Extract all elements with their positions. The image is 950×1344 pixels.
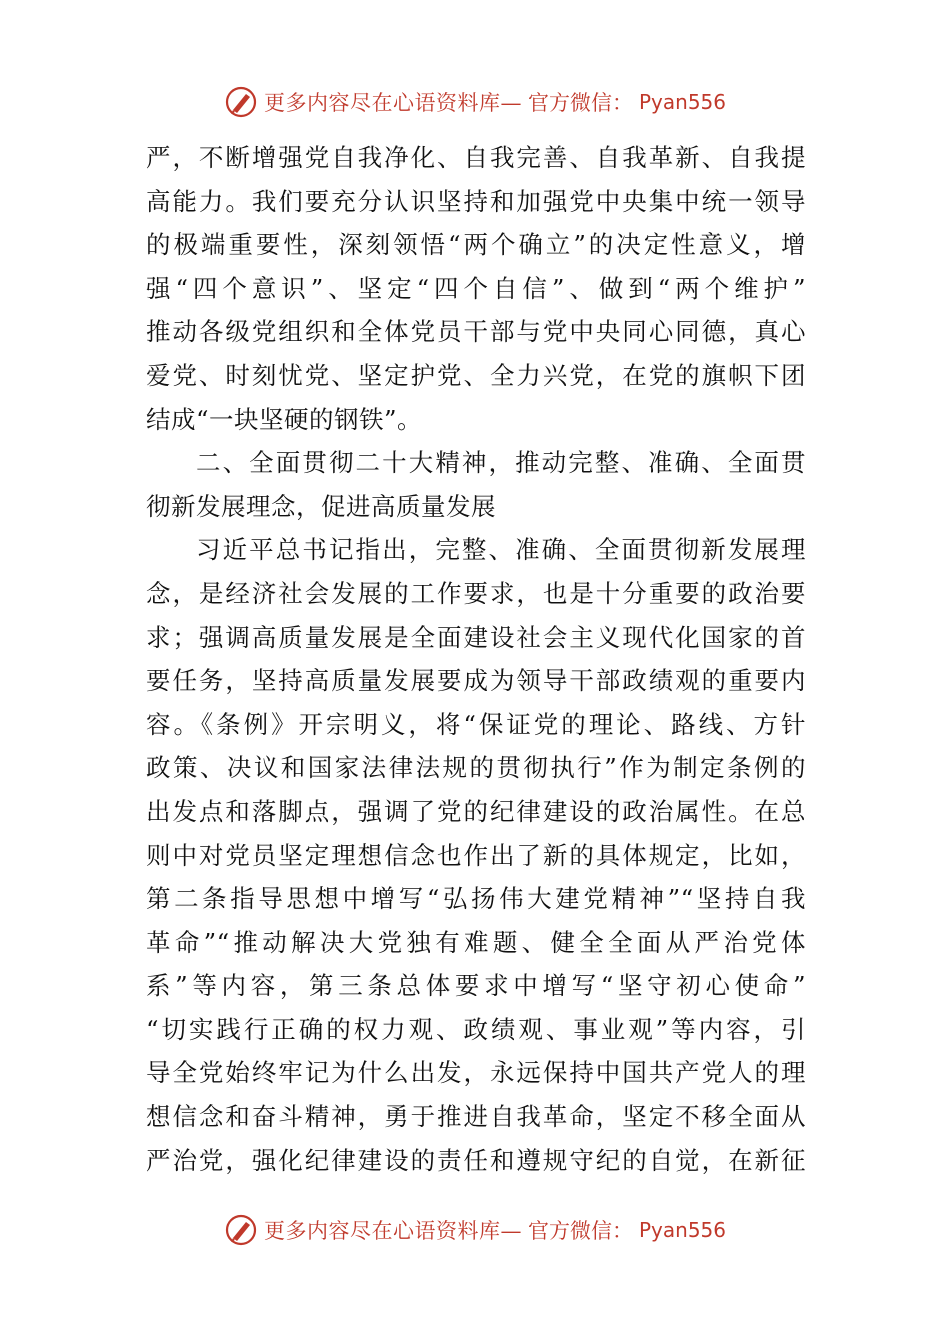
text-line: 系”等内容，第三条总体要求中增写“坚守初心使命” <box>146 971 806 1001</box>
pen-logo-icon <box>224 85 258 119</box>
watermark-contact-id: Pyan556 <box>638 90 726 114</box>
text-line: 彻新发展理念，促进高质量发展 <box>146 491 496 521</box>
header-watermark <box>0 82 950 122</box>
text-line: “切实践行正确的权力观、政绩观、事业观”等内容，引 <box>146 1014 806 1044</box>
document-body <box>146 136 806 1182</box>
watermark-text: 更多内容尽在心语资料库— <box>263 91 522 115</box>
text-line: 政策、决议和国家法律法规的贯彻执行”作为制定条例的 <box>146 753 806 783</box>
text-line: 推动各级党组织和全体党员干部与党中央同心同德，真心 <box>146 317 806 347</box>
text-line: 第二条指导思想中增写“弘扬伟大建党精神”“坚持自我 <box>146 884 806 914</box>
text-line: 强“四个意识”、坚定“四个自信”、做到“两个维护” <box>146 273 806 303</box>
text-line: 革命”“推动解决大党独有难题、健全全面从严治党体 <box>146 927 806 957</box>
text-line: 要任务，坚持高质量发展要成为领导干部政绩观的重要内 <box>146 666 806 696</box>
text-line: 严，不断增强党自我净化、自我完善、自我革新、自我提 <box>146 143 806 172</box>
text-line: 爱党、时刻忧党、坚定护党、全力兴党，在党的旗帜下团 <box>146 360 806 390</box>
pen-logo-icon <box>224 1213 258 1247</box>
text-line: 二、全面贯彻二十大精神，推动完整、准确、全面贯 <box>196 448 806 478</box>
text-line: 想信念和奋斗精神，勇于推进自我革命，坚定不移全面从 <box>146 1102 806 1132</box>
text-line: 则中对党员坚定理想信念也作出了新的具体规定，比如， <box>146 840 806 870</box>
watermark-text: 更多内容尽在心语资料库— <box>263 1219 522 1243</box>
text-line: 容。《条例》开宗明义，将“保证党的理论、路线、方针 <box>146 709 806 739</box>
text-line: 出发点和落脚点，强调了党的纪律建设的政治属性。在总 <box>146 796 806 826</box>
text-line: 的极端重要性，深刻领悟“两个确立”的决定性意义，增 <box>146 230 806 260</box>
watermark-contact-label: 官方微信： <box>527 91 633 115</box>
footer-watermark <box>0 1210 950 1250</box>
text-line: 念，是经济社会发展的工作要求，也是十分重要的政治要 <box>146 578 806 608</box>
watermark-contact-id: Pyan556 <box>638 1218 726 1242</box>
watermark-contact-label: 官方微信： <box>527 1219 633 1243</box>
text-line: 严治党，强化纪律建设的责任和遵规守纪的自觉，在新征 <box>146 1145 806 1175</box>
text-line: 结成“一块坚硬的钢铁”。 <box>146 404 423 434</box>
text-line: 导全党始终牢记为什么出发，永远保持中国共产党人的理 <box>146 1058 806 1088</box>
text-line: 高能力。我们要充分认识坚持和加强党中央集中统一领导 <box>146 186 806 216</box>
text-line: 求；强调高质量发展是全面建设社会主义现代化国家的首 <box>146 622 806 652</box>
text-line: 习近平总书记指出，完整、准确、全面贯彻新发展理 <box>196 535 806 565</box>
